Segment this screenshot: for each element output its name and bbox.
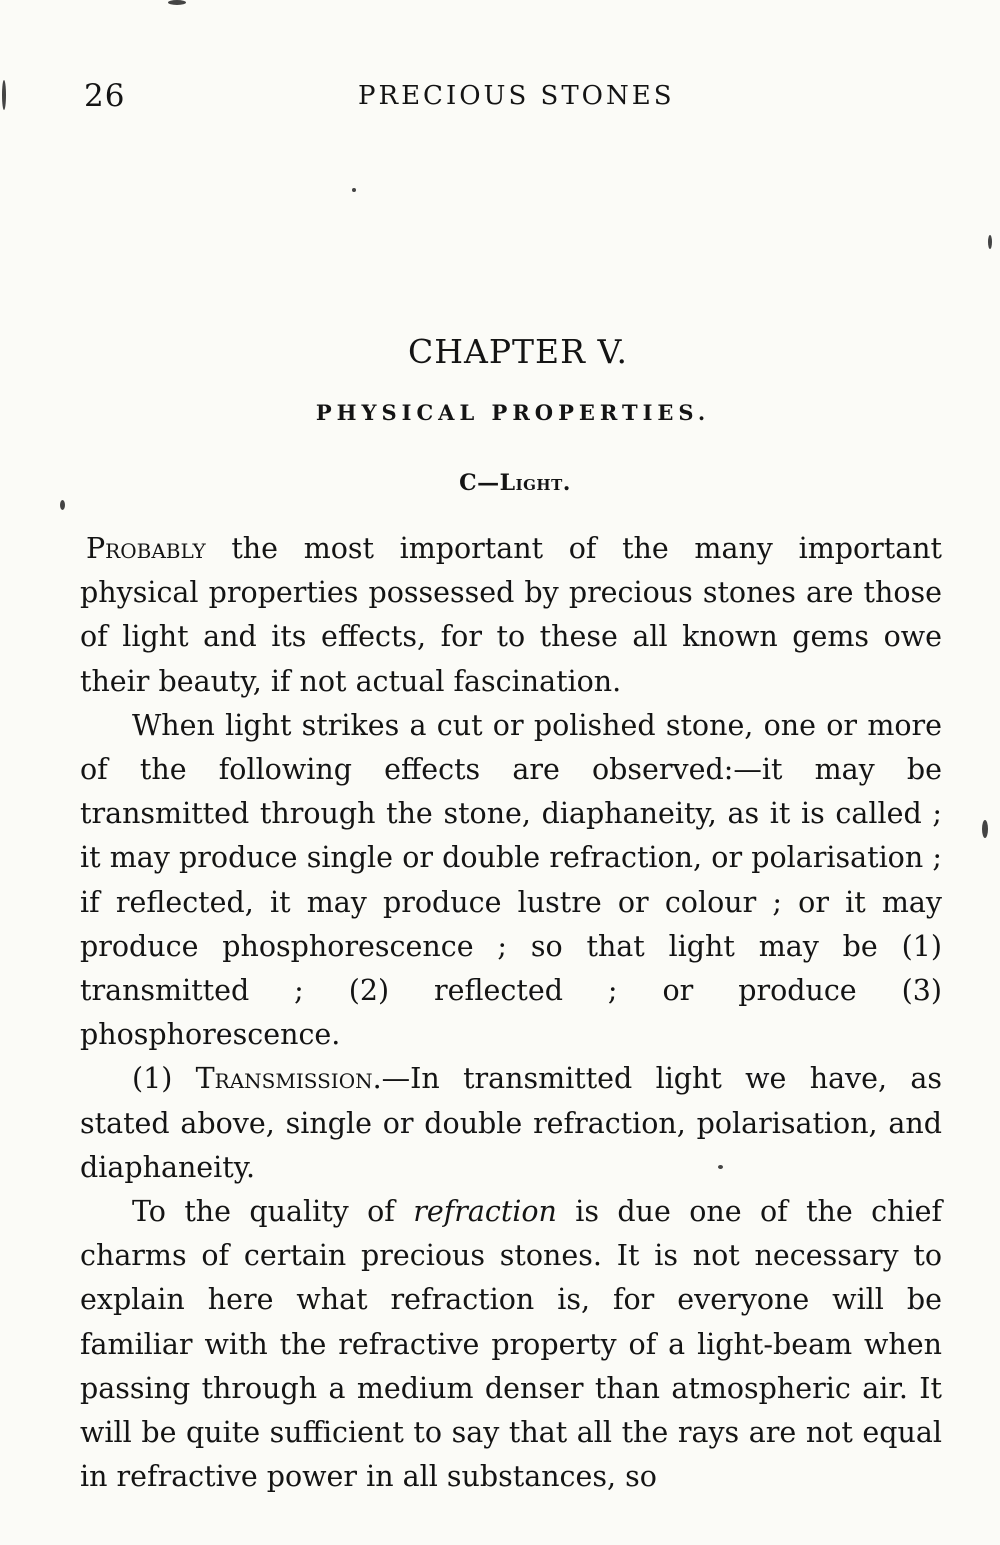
- paragraph-text: When light strikes a cut or polished stone, one or more of the following effects are observed:—it may be transmitted through the stone, diaphaneity, as it is called ; it may produce single or double refraction, or polarisation ; if reflected, it may produce lustre or colour ; or it may produce phosphorescence ; so that light may be (1) transmitted ; (2) reflected ; or produce (3) phosphorescence.: [80, 708, 942, 1052]
- paragraph-text: To the quality of: [132, 1195, 414, 1229]
- paragraph-lead: Probably: [86, 532, 206, 565]
- scan-speck: [982, 820, 988, 838]
- running-title: PRECIOUS STONES: [358, 81, 675, 111]
- paragraph-text: —In transmitted light we have, as stated above, single or double refraction, polarisation, and diaphaneity.: [80, 1062, 942, 1184]
- emphasis-refraction: refraction: [413, 1195, 557, 1229]
- section-title: C—Light.: [459, 470, 571, 496]
- scan-speck: [718, 1165, 723, 1169]
- scan-speck: [60, 500, 65, 510]
- running-head: [80, 78, 940, 118]
- body-text: [80, 527, 942, 1499]
- paragraph-text: is due one of the chief charms of certain precious stones. It is not necessary to explain here what refraction is, for everyone will be familiar with the refractive property of a light-beam when passing through a medium denser than atmospheric air. It will be quite sufficient to say that all the rays are not equal in refractive power in all substances, so: [80, 1195, 942, 1494]
- paragraph-lead: (1) Transmission.: [132, 1062, 382, 1096]
- scan-speck: [2, 80, 6, 110]
- scan-speck: [168, 0, 186, 5]
- chapter-title: CHAPTER V.: [407, 332, 629, 371]
- page-number: 26: [84, 78, 126, 114]
- paragraph-2: [80, 704, 942, 1058]
- scan-speck: [352, 188, 356, 192]
- paragraph-text: the most important of the many important physical properties possessed by precious stones are those of light and its effects, for to these all known gems owe their beauty, if not actual fascination.: [80, 532, 942, 698]
- paragraph-1: [80, 527, 942, 704]
- paragraph-4: [80, 1190, 942, 1499]
- chapter-subtitle: PHYSICAL PROPERTIES.: [315, 400, 711, 425]
- scan-speck: [988, 235, 992, 249]
- paragraph-3: [80, 1057, 942, 1190]
